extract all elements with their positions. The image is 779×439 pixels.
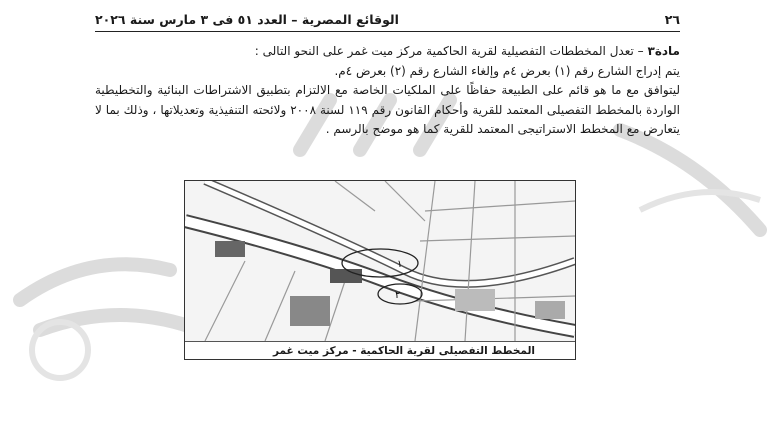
- map-label-1: ١: [397, 259, 403, 270]
- map-label-2: ٢: [395, 290, 401, 301]
- detailed-plan-map: [184, 180, 576, 360]
- article-number: مادة٣: [647, 44, 680, 58]
- map-drawing: [185, 181, 575, 341]
- article-line-1: يتم إدراج الشارع رقم (١) بعرض ٤م وإلغاء الشارع رقم (٢) بعرض ٤م.: [334, 63, 680, 78]
- header-rule: [95, 31, 680, 32]
- map-caption: المخطط التفصيلى لقرية الحاكمية - مركز ميت غمر: [185, 341, 575, 359]
- article-heading: [95, 42, 680, 62]
- page-header: [95, 8, 680, 30]
- article-body: [95, 42, 680, 140]
- article-heading-text: – تعدل المخططات التفصيلية لقرية الحاكمية مركز ميت غمر على النحو التالى :: [254, 44, 648, 58]
- page-number: ٢٦: [664, 11, 680, 27]
- article-line-2: ليتوافق مع ما هو قائم على الطبيعة حفاظًا على الملكيات الخاصة مع الالتزام بتطبيق الاشتراطات البنائية والتخطيطية الواردة بالمخطط التفصيلى المعتمد للقرية وأحكام القانون رقم ١١٩ لسنة ٢٠٠٨ ولائحته التنفيذية وتعديلاتها ، وذلك بما لا يتعارض مع المخطط الاستراتيجى المعتمد للقرية كما هو موضح بالرسم .: [95, 83, 681, 136]
- running-title: الوقائع المصرية – العدد ٥١ فى ٣ مارس سنة ٢٠٢٦: [95, 11, 399, 27]
